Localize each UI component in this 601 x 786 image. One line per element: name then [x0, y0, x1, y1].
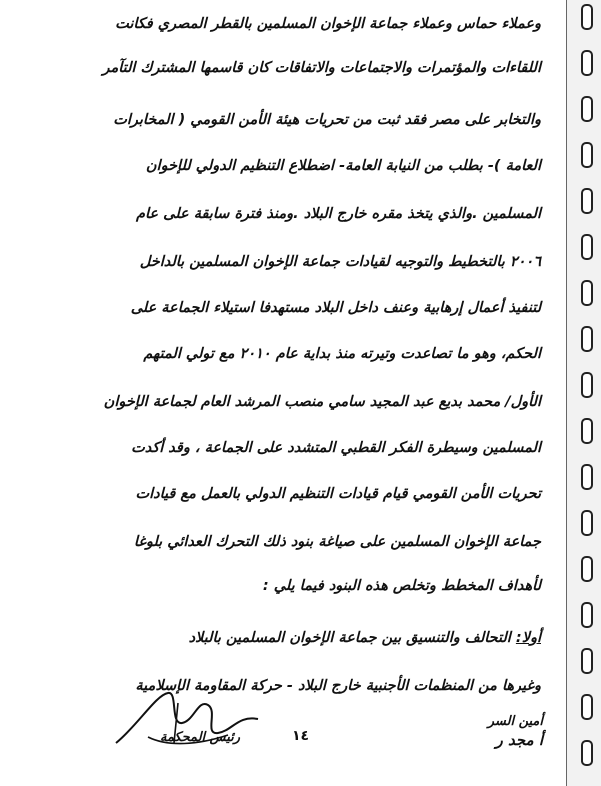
- item-line: [189, 630, 541, 646]
- binder-ring: [581, 740, 593, 766]
- binder-ring: [581, 556, 593, 582]
- body-line: المسلمين وسيطرة الفكر القطبي المتشدد على الجماعة ، وقد أكدت: [131, 440, 541, 456]
- binder-ring: [581, 96, 593, 122]
- binder-ring: [581, 142, 593, 168]
- president-title: رئيس المحكمة: [160, 730, 241, 745]
- binder-ring: [581, 50, 593, 76]
- binder-ring: [581, 694, 593, 720]
- page-number: ١٤: [292, 728, 310, 744]
- binder-ring: [581, 326, 593, 352]
- body-line: اللقاءات والمؤتمرات والاجتماعات والاتفاقات كان قاسمها المشترك التآمر: [102, 60, 541, 76]
- item-text: التحالف والتنسيق بين جماعة الإخوان المسلمين بالبلاد: [188, 630, 516, 646]
- body-line: والتخابر على مصر فقد ثبت من تحريات هيئة الأمن القومي ( المخابرات: [113, 112, 541, 128]
- binder-ring: [581, 4, 593, 30]
- binder-ring: [581, 648, 593, 674]
- binder-ring: [581, 602, 593, 628]
- body-line: العامة )- بطلب من النيابة العامة- اضطلاع التنظيم الدولي للإخوان: [145, 158, 541, 174]
- item-line: وغيرها من المنظمات الأجنبية خارج البلاد - حركة المقاومة الإسلامية: [135, 678, 541, 694]
- item-label: أولا:: [515, 630, 541, 646]
- binder-strip: [566, 0, 601, 786]
- binder-ring: [581, 464, 593, 490]
- body-line: المسلمين .والذي يتخذ مقره خارج البلاد .ومنذ فترة سابقة على عام: [136, 206, 541, 222]
- body-line: لتنفيذ أعمال إرهابية وعنف داخل البلاد مستهدفا استيلاء الجماعة على: [130, 300, 541, 316]
- binder-ring: [581, 510, 593, 536]
- body-line: الأول/ محمد بديع عبد المجيد سامي منصب المرشد العام لجماعة الإخوان: [103, 394, 541, 410]
- body-line: الحكم، وهو ما تصاعدت وتيرته منذ بداية عام ٢٠١٠ مع تولي المتهم: [143, 346, 541, 362]
- footer-secretary: [488, 714, 543, 749]
- secretary-signature: أ مجد ر: [495, 731, 543, 749]
- secretary-title: أمين السر: [487, 714, 543, 729]
- body-line: تحريات الأمن القومي قيام قيادات التنظيم الدولي بالعمل مع قيادات: [135, 486, 541, 502]
- body-line: وعملاء حماس وعملاء جماعة الإخوان المسلمين بالقطر المصري فكانت: [115, 16, 541, 32]
- binder-ring: [581, 234, 593, 260]
- binder-ring: [581, 188, 593, 214]
- binder-ring: [581, 372, 593, 398]
- binder-ring: [581, 418, 593, 444]
- body-line: لأهداف المخطط وتخلص هذه البنود فيما يلي :: [262, 578, 541, 594]
- body-line: ٢٠٠٦ بالتخطيط والتوجيه لقيادات جماعة الإخوان المسلمين بالداخل: [139, 254, 541, 270]
- binder-ring: [581, 280, 593, 306]
- body-line: جماعة الإخوان المسلمين على صياغة بنود ذلك التحرك العدائي بلوغا: [133, 534, 541, 550]
